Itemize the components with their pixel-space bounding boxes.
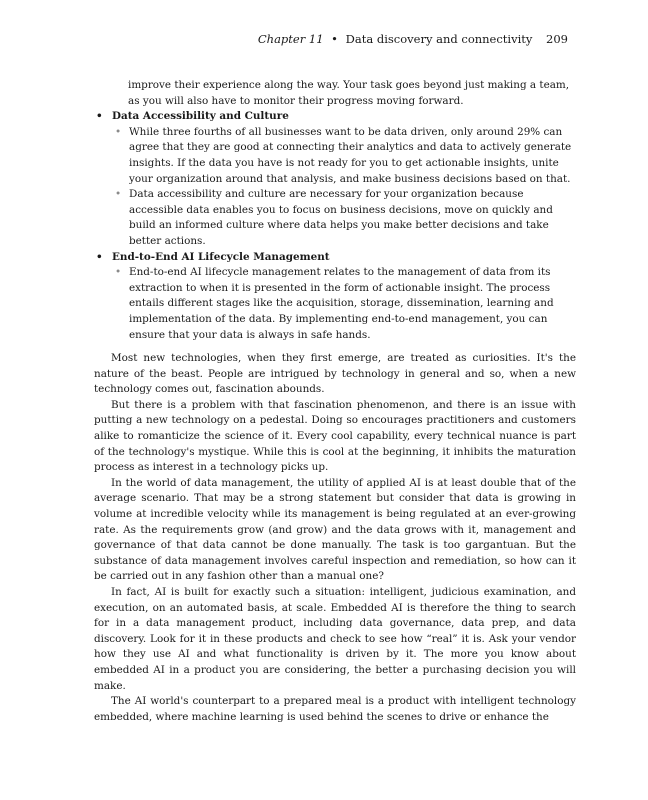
bullet-list [94, 109, 576, 343]
sub-bullet-marker: • [115, 188, 122, 201]
body-text [94, 78, 576, 725]
bullet-marker: • [96, 110, 103, 123]
chapter-title: Data discovery and connectivity [345, 32, 533, 46]
body-paragraph: In fact, AI is built for exactly such a situation: intelligent, judicious examination, and execution, on an automated basis, at scale. Embedded AI is therefore the thing to search for in a data management product, including data governance, data prep, and data discovery. Look for it in these products and check to see how “real” it is. Ask your vendor how they use AI and what functionality is driven by it. The more you know about embedded AI in a product you are considering, the better a purchasing decision you will make. [94, 586, 576, 692]
sub-bullet-item [112, 265, 576, 343]
continued-paragraph: improve their experience along the way. Your task goes beyond just making a team, as you will also have to monitor their progress moving forward. [128, 79, 570, 107]
sub-bullet-text: End-to-end AI lifecycle management relates to the management of data from its extraction to when it is presented in the form of actionable insight. The process entails different stages like the acquisition, storage, dissemination, learning and implementation of the data. By implementing end-to-end management, you can ensure that your data is always in safe hands. [129, 266, 554, 341]
bullet-section [94, 250, 576, 344]
sub-bullet-text: While three fourths of all businesses want to be data driven, only around 29% can agree that they are good at connecting their analytics and data to actively generate insights. If the data you have is not ready for you to get actionable insights, unite your organization around that analysis, and make business decisions based on that. [129, 125, 572, 185]
sub-list [112, 125, 576, 250]
sub-bullet-item [112, 187, 576, 249]
body-paragraph: But there is a problem with that fascination phenomenon, and there is an issue with putting a new technology on a pedestal. Doing so encourages practitioners and customers alike to romanticize the science of it. Every cool capability, every technical nuance is part of the technology's mystique. While this is cool at the beginning, it inhibits the maturation process as interest in a technology picks up. [94, 398, 576, 474]
sub-bullet-marker: • [115, 266, 122, 279]
sub-bullet-marker: • [115, 125, 122, 138]
header-separator: • [331, 32, 338, 46]
running-head [258, 32, 568, 46]
bullet-marker: • [96, 250, 103, 263]
body-paragraph: The AI world's counterpart to a prepared meal is a product with intelligent technology embedded, where machine learning is used behind the scenes to drive or enhance the [94, 695, 576, 723]
sub-list [112, 265, 576, 343]
bullet-heading: Data Accessibility and Culture [112, 110, 289, 123]
chapter-label: Chapter 11 [257, 32, 324, 46]
bullet-heading: End-to-End AI Lifecycle Management [112, 250, 330, 263]
sub-bullet-item [112, 125, 576, 187]
page-number: 209 [546, 32, 568, 46]
body-paragraph: In the world of data management, the utility of applied AI is at least double that of the average scenario. That may be a strong statement but consider that data is growing in volume at incredible velocity while its management is being regulated at an ever-growing rate. As the requirements grow (and grow) and the data grows with it, management and governance of that data cannot be done manually. The task is too gargantuan. But the substance of data management involves careful inspection and remediation, so how can it be carried out in any fashion other than a manual one? [94, 476, 576, 583]
bullet-section [94, 109, 576, 249]
body-paragraph: Most new technologies, when they first emerge, are treated as curiosities. It's the nature of the beast. People are intrigued by technology in general and so, when a new technology comes out, fascination abounds. [94, 352, 576, 396]
sub-bullet-text: Data accessibility and culture are necessary for your organization because accessible data enables you to focus on business decisions, move on quickly and build an informed culture where data helps you make better decisions and take better actions. [129, 188, 553, 247]
